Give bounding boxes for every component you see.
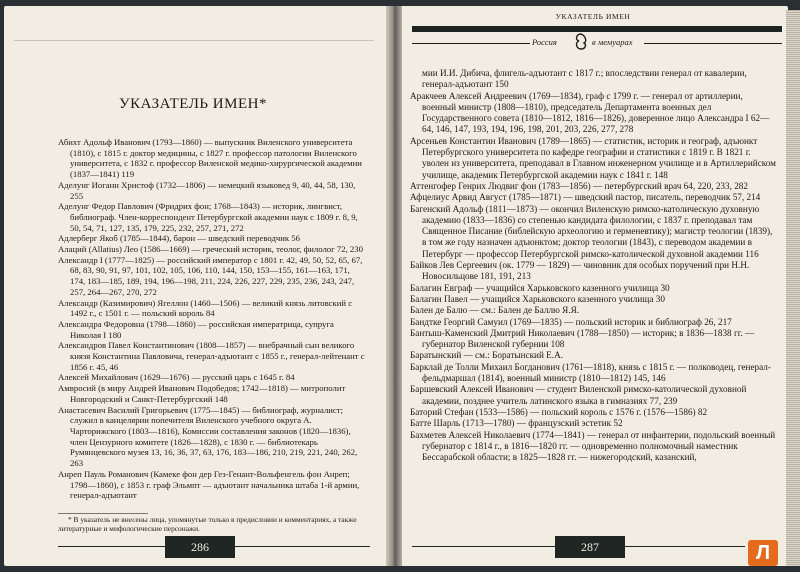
index-entry: Баратынский — см.: Боратынский Е.А. bbox=[410, 350, 564, 361]
index-entry: Аракчеев Алексей Андреевич (1769—1834), граф с 1799 г. — генерал от артиллерии, военный министр (1808—1810), председатель Департамента военных дел Государственного совета (1810—1812, 1816—1826), доверенное лицо Александра I 62—64, 146, 147, 193, 194, 196, 198, 201, 203, 226, 277, 278 bbox=[410, 90, 770, 135]
index-entry: Аделунг Иоганн Христоф (1732—1806) — немецкий языковед 9, 40, 44, 58, 130, 255 bbox=[58, 179, 356, 201]
header-bar bbox=[412, 26, 782, 32]
right-index-entries bbox=[410, 68, 776, 463]
index-entry: Байков Лев Сергеевич (ок. 1779 — 1829) — чиновник для особых поручений при Н.Н. Новосильцове 181, 191, 213 bbox=[410, 260, 750, 282]
index-entry: Амвросий (в миру Андрей Иванович Подобедов; 1742—1818) — митрополит Новгородский и Санкт-Петербургский 148 bbox=[58, 383, 346, 404]
index-entry: Александров Павел Константинович (1808—1857) — внебрачный сын великого князя Константина Павловича, генерал-адъютант с 1855 г., генерал-лейтенант с 1856 г. 45, 46 bbox=[58, 340, 365, 372]
left-header-rule bbox=[14, 40, 374, 41]
footnote-rule bbox=[58, 513, 148, 514]
index-entry: Бандтке Георгий Самуил (1769—1835) — польский историк и библиограф 26, 217 bbox=[410, 316, 732, 327]
index-entry: Балагин Павел — учащийся Харьковского казенного училища 30 bbox=[410, 293, 665, 304]
header-rule bbox=[644, 43, 782, 44]
index-entry: Аттенгофер Генрих Людвиг фон (1783—1856) — петербургский врач 64, 220, 233, 282 bbox=[410, 180, 748, 191]
series-title-right: в мемуарах bbox=[592, 37, 633, 47]
index-entry: Балагин Евграф — учащийся Харьковского казенного училища 30 bbox=[410, 282, 670, 293]
page-number-rule bbox=[235, 546, 370, 547]
page-title: УКАЗАТЕЛЬ ИМЕН* bbox=[119, 96, 267, 112]
index-entry: Анреп Пауль Романович (Камеке фон дер Гез-Генант-Вольфенгель фон Анреп; 1798—1860), с 1853 г. граф Эльмпт — адъютант начальника штаба 1-й армии, генерал-адъютант bbox=[58, 468, 360, 501]
index-entry: Бахметев Алексей Николаевич (1774—1841) — генерал от инфантерии, подольский военный губернатор с 1814 г., в 1816—1820 гг. — одновременно полномочный наместник Бессарабской области; в 1825—1828 гг. — нижегородский, казанский, bbox=[410, 429, 776, 463]
index-entry: Анастасевич Василий Григорьевич (1775—1845) — библиограф, журналист; служил в канцелярии попечителя Виленского учебного округа А. Чарторижского (1803—1816), Комиссии составления законов (1820—1836), член Цензурного комитете (1826—1828), с 1830 г. — библиотекарь Румянцевского музея 13, 16, 36, 37, 63, 176, 183—186, 210, 219, 221, 240, 262, 263 bbox=[58, 404, 358, 469]
index-entry: Александр (Казимирович) Ягеллон (1460—1506) — великий князь литовский с 1492 г., с 1501 г. — польский король 84 bbox=[58, 297, 353, 319]
index-entry: Бален де Балю — см.: Бален де Баллю Я.Я. bbox=[410, 305, 580, 316]
series-emblem-icon bbox=[572, 32, 590, 52]
series-header bbox=[412, 36, 782, 50]
left-index-entries bbox=[58, 137, 366, 501]
index-entry: Адлерберг Якоб (1785—1844), барон — шведский переводчик 56 bbox=[58, 233, 300, 244]
index-entry: Барклай де Толли Михаил Богданович (1761—1818), князь с 1815 г. — полководец, генерал-фельдмаршал (1814), военный министр (1810—1812) 145, 146 bbox=[410, 361, 771, 384]
index-entry: Афцелиус Арвид Август (1785—1871) — шведский пастор, писатель, переводчик 57, 214 bbox=[410, 192, 761, 203]
index-entry: Александра Федоровна (1798—1860) — российская императрица, супруга Николая I 180 bbox=[58, 318, 334, 340]
index-entry: Батте Шарль (1713—1780) — французский эстетик 52 bbox=[410, 418, 623, 429]
index-entry: Багенский Адольф (1811—1873) — окончил Виленскую римско-католическую духовную академию (1833—1836) со степенью кандидата филологии, с 1837 г. преподавал там Священное Писание (библейскую археологию и герменевтику); магистр теологии (1839), в том же году назначен адъюнктом; доктор теологии (1843), с переводом академии в Петербург — профессор Петербургской римско-католической духовной академии 116 bbox=[410, 203, 773, 259]
page-number-rule bbox=[412, 546, 555, 547]
page-number-rule bbox=[625, 546, 745, 547]
index-entry: мии И.И. Дибича, флигель-адъютант с 1817 г.; впоследствии генерал от кавалерии, генерал-адъютант 150 bbox=[422, 68, 747, 90]
series-title-left: Россия bbox=[532, 37, 557, 47]
publisher-badge-icon: Л bbox=[748, 540, 778, 566]
page-edges bbox=[786, 10, 800, 566]
index-entry: Арсеньев Константин Иванович (1789—1865) — статистик, историк и географ, адъюнкт Петербургского университета по кафедре географии и статистики с 1819 г. В 1821 г. уволен из университета, преподавал в Главном инженерном училище и в Артиллерийском училище, академик Петербургской академии наук с 1841 г. 148 bbox=[410, 135, 776, 180]
index-entry: Алаций (Allatius) Лео (1586—1669) — греческий историк, теолог, филолог 72, 230 bbox=[58, 244, 363, 255]
index-entry: Аделунг Федор Павлович (Фридрих фон; 1768—1843) — историк, лингвист, библиограф. Член-корреспондент Петербургской академии наук с 1809 г. 8, 9, 50, 54, 71, 127, 135, 179, 225, 232, 257, 271, 272 bbox=[58, 201, 358, 233]
page-number-right: 287 bbox=[555, 536, 625, 558]
index-entry: Александр I (1777—1825) — российский император с 1801 г. 42, 49, 50, 52, 65, 67, 68, 83, 90, 91, 97, 101, 102, 105, 106, 110, 144, 150, 153—155, 161—163, 171, 174, 183—185, 189, 194, 196—198, 211, 224, 226, 227, 229, 235, 236, 243, 247, 257, 264—267, 270, 272 bbox=[58, 254, 363, 297]
book-gutter bbox=[386, 6, 402, 566]
running-head: УКАЗАТЕЛЬ ИМЕН bbox=[555, 12, 631, 21]
page-number-left: 286 bbox=[165, 536, 235, 558]
index-entry: Баршевский Алексей Иванович — студент Виленской римско-католической духовной академии, позднее учитель латинского языка в гимназиях 77, 239 bbox=[410, 384, 747, 406]
index-entry: Абихт Адольф Иванович (1793—1860) — выпускник Виленского университета (1810), с 1815 г. доктор медицины, с 1827 г. профессор патологии Виленского университета, с 1832 г. профессор Виленской медико-хирургической академии (1837—1841) 119 bbox=[58, 137, 362, 180]
index-entry: Бантыш-Каменский Дмитрий Николаевич (1788—1850) — историк; в 1836—1838 гг. — губернатор Виленской губернии 108 bbox=[410, 327, 755, 350]
footnote: * В указатель не внесены лица, упомянутые только в предисловии и комментариях, а также литературные и мифологические персонажи. bbox=[58, 515, 357, 533]
page-number-rule bbox=[58, 546, 165, 547]
header-rule bbox=[412, 43, 530, 44]
index-entry: Баторий Стефан (1533—1586) — польский король с 1576 г. (1576—1586) 82 bbox=[410, 406, 708, 417]
index-entry: Алексей Михайлович (1629—1676) — русский царь с 1645 г. 84 bbox=[58, 372, 295, 383]
